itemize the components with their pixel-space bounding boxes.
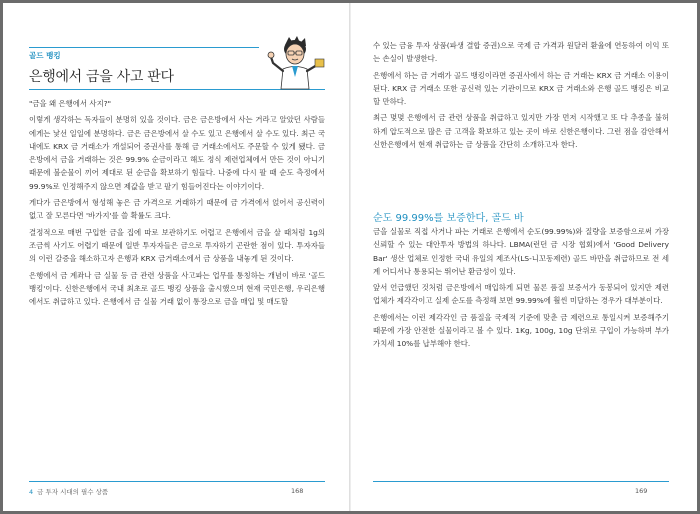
page-title: 은행에서 금을 사고 판다 xyxy=(29,69,174,85)
page-number: 168 xyxy=(291,487,304,495)
top-rule xyxy=(29,47,259,48)
paragraph: 최근 몇몇 은행에서 금 관련 상품을 취급하고 있지만 가장 먼저 시작했고 또 다 추종을 불허하게 압도적으로 많은 금 고객을 확보하고 있는 곳이 바로 신한은행이다. 그런 점을 감안해서 신한은행에서 현재 취급하는 금 상품을 간단히 소개하고자 한다. xyxy=(373,113,669,150)
right-body-text xyxy=(373,39,669,154)
paragraph: "금을 왜 은행에서 사지?" xyxy=(29,99,112,108)
book-spread xyxy=(3,3,697,511)
footer-rule xyxy=(29,481,325,482)
paragraph: 은행에서 하는 금 거래가 골드 뱅킹이라면 증권사에서 하는 금 거래는 KRX 금 거래소 이용이 된다. KRX 금 거래소 또한 공신력 있는 기관이므로 KRX 금 거래소와 은행 골드 뱅킹은 비교할 만하다. xyxy=(373,70,669,107)
paragraph: 게다가 금은방에서 형성해 놓은 금 가격으로 거래하기 때문에 금 가격에서 얹어서 공신력이 없고 잘 모른다면 '바가지'를 쓸 확률도 크다. xyxy=(29,198,325,221)
page-number: 169 xyxy=(635,487,648,495)
paragraph: 앞서 언급했던 것처럼 금은방에서 매입하게 되면 물론 품질 보증서가 동봉되어 있지만 제련 업체가 제각각이고 실제 순도를 측정해 보면 99.99%에 훨씬 미달하는 경우가 대부분이다. xyxy=(373,283,669,306)
paragraph: 이렇게 생각하는 독자들이 분명히 있을 것이다. 금은 금은방에서 사는 거라고 알았던 사람들에게는 낯선 일일에 분명하다. 금은 금은방에서 살 수도 있고 은행에서 살 수도 있다. 최근 국내에도 KRX 금 거래소가 개설되어 증권사를 통해 금 거래소에서도 주문할 수 있게 됐다. 금은방에서 금을 거래하는 것은 99.9% 순금이라고 해도 정식 제련업체에서 만든 것이 아니기 때문에 불순물이 끼어 제대로 된 순금을 확보하기 힘들다. 나중에 다시 팔 때 순도 측정에서 99.9%로 인정해주지 않으면 제값을 받고 팔기 힘들어진다는 이야기이다. xyxy=(29,115,325,191)
paragraph: 수 있는 금융 투자 상품(파생 결합 증권)으로 국제 금 가격과 원달러 환율에 연동하여 이익 또는 손실이 발생한다. xyxy=(373,41,669,64)
right-body-text-2 xyxy=(373,225,669,354)
right-page xyxy=(351,3,697,511)
left-body-text xyxy=(29,97,325,311)
paragraph: 은행에서는 이런 제각각인 금 품질을 국제적 기준에 맞춘 금 제련으로 통일시켜 보증해주기 때문에 가장 안전한 실물이라고 볼 수 있다. 1Kg, 100g, 10g 단위로 구입이 가능하며 부가가치세 10%를 납부해야 한다. xyxy=(373,312,669,349)
paragraph: 결정적으로 매번 구입한 금을 집에 따로 보관하기도 어렵고 은행에서 금을 살 때처럼 1g의 조금씩 사기도 어렵기 때문에 일반 투자자들은 금으로 투자하기 곤란한 점이 있다. 투자자들의 이런 갈증을 해소하고자 은행과 KRX 금거래소에서 금 상품을 내놓게 된 것이다. xyxy=(29,227,325,264)
paragraph: 은행에서 금 계좌나 금 실물 등 금 관련 상품을 사고파는 업무를 통칭하는 개념이 바로 '골드 뱅킹'이다. 신한은행에서 국내 최초로 골드 뱅킹 상품을 출시했으며 현재 국민은행, 우리은행에서도 취급하고 있다. 은행에서 금 실물 거래 없이 통장으로 금을 매입 및 매도할 xyxy=(29,270,325,307)
section-subheading: 순도 99.99%를 보증한다, 골드 바 xyxy=(373,213,524,224)
paragraph: 금을 실물로 직접 사거나 파는 거래로 은행에서 순도(99.99%)와 질량을 보증함으로써 가장 신뢰할 수 있는 대안투자 방법의 하나다. LBMA(런던 금 시장 협회)에서 'Good Delivery Bar' 생산 업체로 인정한 국내 유일의 제조사(LS-니꼬동제련) 골드 바만을 취급하므로 전 세계 어디서나 통용되는 뛰어난 환금성이 있다. xyxy=(373,227,669,276)
left-page xyxy=(3,3,349,511)
cartoon-man-mascot-icon xyxy=(265,33,327,91)
footer-chapter-number: 4 xyxy=(29,488,34,496)
section-tag: 골드 뱅킹 xyxy=(29,51,61,60)
footer-chapter-title: 금 투자 시대의 필수 상품 xyxy=(37,488,109,496)
footer-chapter xyxy=(29,487,108,496)
footer-rule xyxy=(373,481,669,482)
